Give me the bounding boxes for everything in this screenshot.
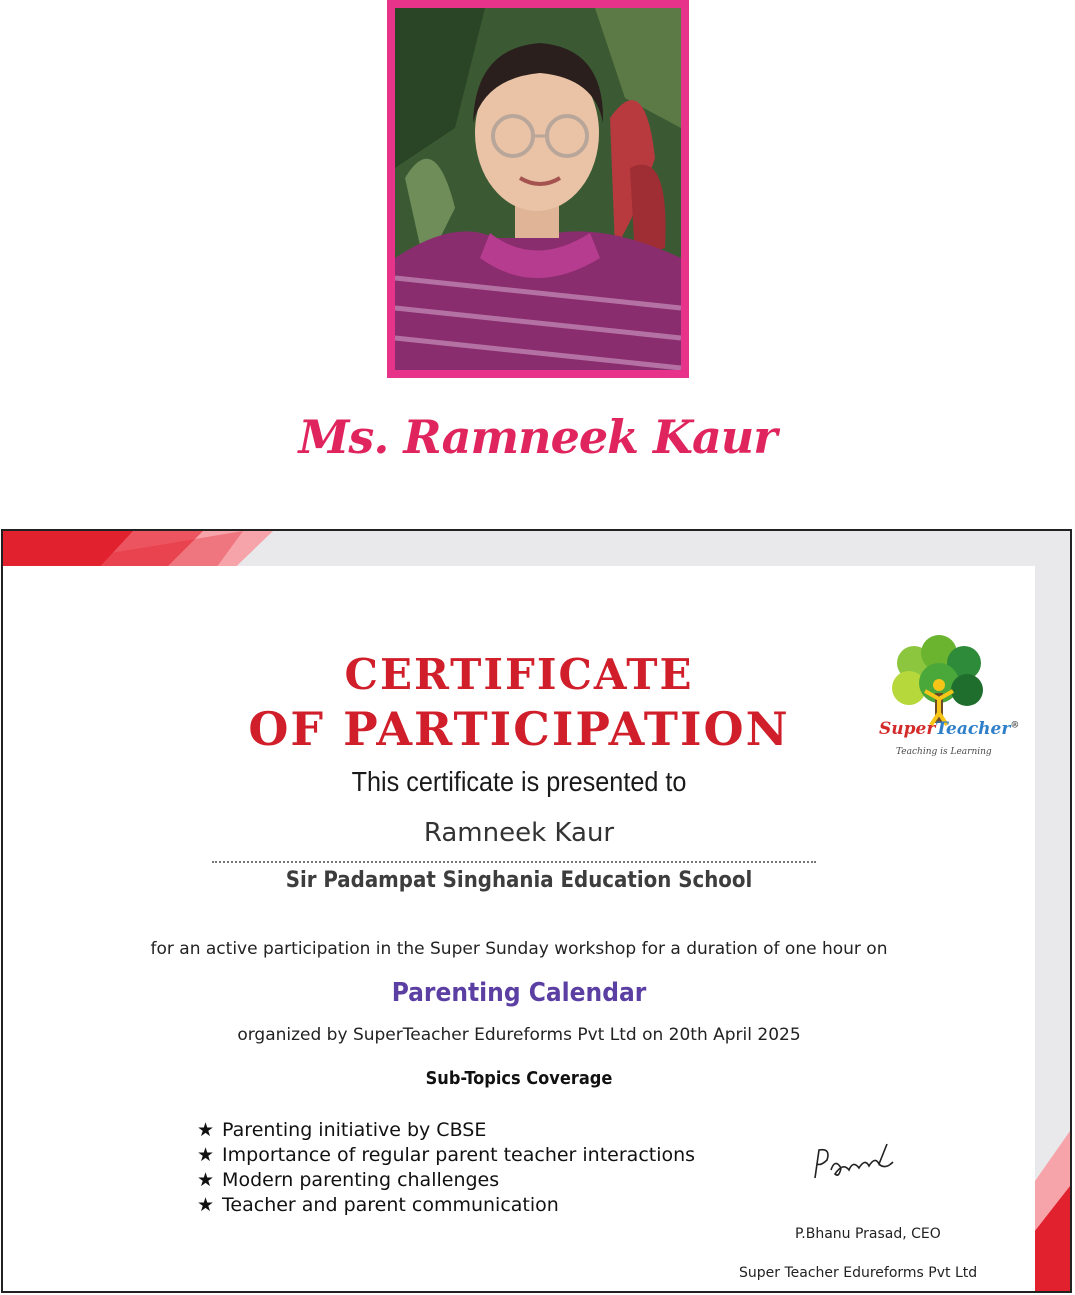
participation-description: for an active participation in the Super Sunday workshop for a duration of one hour on: [150, 939, 888, 959]
ceo-signature: [809, 1140, 899, 1185]
star-icon: ★: [197, 1169, 215, 1191]
subtopics-heading: Sub-Topics Coverage: [425, 1068, 613, 1089]
organizer-line: organized by SuperTeacher Edureforms Pvt Ltd on 20th April 2025: [237, 1025, 801, 1045]
star-icon: ★: [197, 1144, 215, 1166]
list-item: ★ Teacher and parent communication: [197, 1194, 559, 1216]
signer-name: P.Bhanu Prasad, CEO: [795, 1226, 941, 1242]
portrait-photo: [387, 0, 689, 378]
star-icon: ★: [197, 1119, 215, 1141]
company-name: Super Teacher Edureforms Pvt Ltd: [739, 1265, 978, 1281]
certificate-card: [3, 566, 1035, 1293]
subtopics-list: [197, 1118, 695, 1218]
dotted-divider: [212, 861, 816, 863]
participant-name-heading: Ms. Ramneek Kaur: [298, 410, 777, 464]
school-name: Sir Padampat Singhania Education School: [285, 868, 753, 893]
portrait-illustration: [395, 8, 681, 370]
list-item: ★ Parenting initiative by CBSE: [197, 1119, 487, 1141]
presented-to-text: This certificate is presented to: [351, 766, 687, 797]
logo-tagline: Teaching is Learning: [896, 747, 992, 757]
workshop-topic: Parenting Calendar: [391, 978, 647, 1008]
star-icon: ★: [197, 1194, 215, 1216]
list-item: ★ Modern parenting challenges: [197, 1169, 500, 1191]
logo-brand: SuperTeacher®: [879, 719, 1020, 739]
certificate: [1, 529, 1072, 1293]
list-item: ★ Importance of regular parent teacher interactions: [197, 1144, 696, 1166]
certificate-title-line1: CERTIFICATE: [344, 650, 694, 699]
certificate-title-line2: OF PARTICIPATION: [248, 702, 790, 756]
recipient-name: Ramneek Kaur: [423, 818, 615, 848]
